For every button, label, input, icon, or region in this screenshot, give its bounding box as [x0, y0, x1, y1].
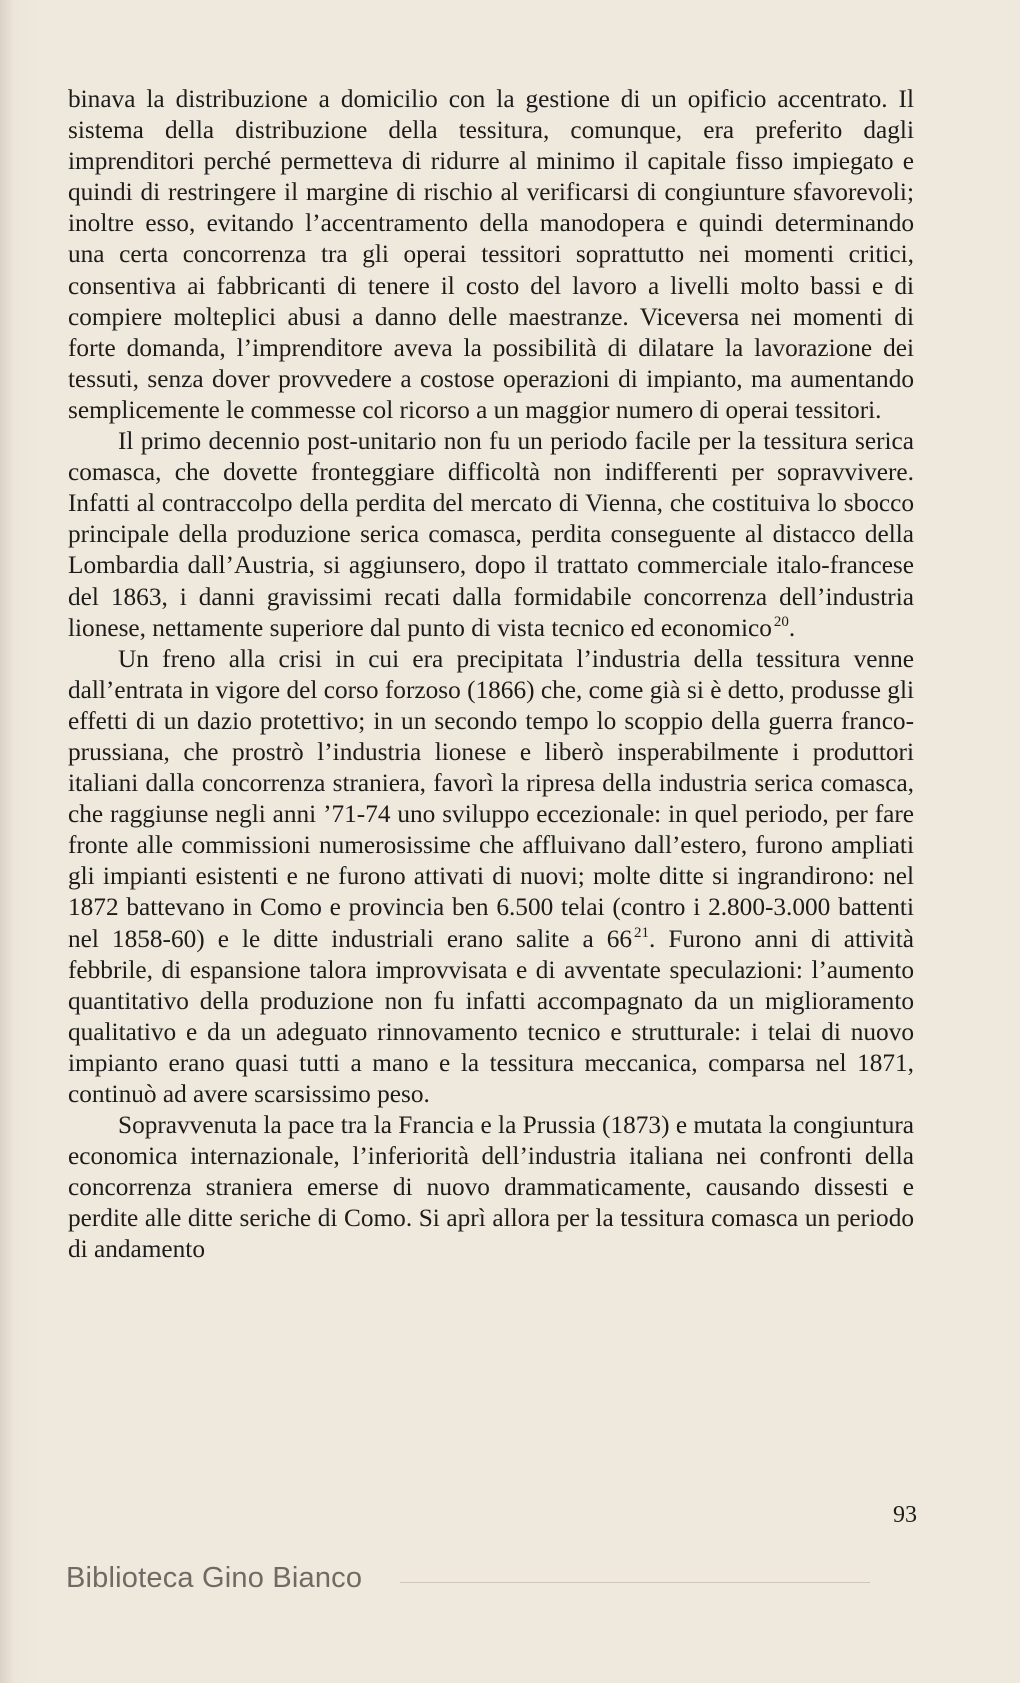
- paragraph-2: [68, 426, 914, 644]
- paragraph-3: [68, 644, 914, 1110]
- paragraph-1-text: binava la distribuzione a domicilio con la gestione di un opificio accentrato. Il sistema della distribuzione della tessitura, comunque, era preferito dagli imprenditori perché permetteva di ridurre al minimo il capitale fisso impiegato e quindi di restringere il margine di rischio al verificarsi di congiunture sfavorevoli; inoltre esso, evitando l’accentramento della manodopera e quindi determinando una certa concorrenza tra gli operai tessitori soprattutto nei momenti critici, consentiva ai fabbricanti di tenere il costo del lavoro a livelli molto bassi e di compiere molteplici abusi a danno delle maestranze. Viceversa nei momenti di forte domanda, l’imprenditore aveva la possibilità di dilatare la lavorazione dei tessuti, senza dover provvedere a costose operazioni di impianto, ma aumentando semplicemente le commesse col ricorso a un maggior numero di operai tessitori.: [68, 85, 914, 424]
- paragraph-1: [68, 84, 914, 426]
- library-watermark: Biblioteca Gino Bianco: [66, 1562, 363, 1594]
- paragraph-3-tail: . Furono anni di attività febbrile, di espansione talora improvvisata e di avventate speculazioni: l’aumento quantitativo della produzione non fu infatti accompagnato da un miglioramento qualitativo e da un adeguato rinnovamento tecnico e strutturale: i telai di nuovo impianto erano quasi tutti a mano e la tessitura meccanica, comparsa nel 1871, continuò ad avere scarsissimo peso.: [68, 924, 914, 1108]
- watermark-rule: [400, 1582, 870, 1583]
- paragraph-3-text: Un freno alla crisi in cui era precipitata l’industria della tessitura venne dall’entrata in vigore del corso forzoso (1866) che, come già si è detto, produsse gli effetti di un dazio protettivo; in un secondo tempo lo scoppio della guerra franco-prussiana, che prostrò l’industria lionese e liberò insperabilmente i produttori italiani dalla concorrenza straniera, favorì la ripresa della industria serica comasca, che raggiunse negli anni ’71-74 uno sviluppo eccezionale: in quel periodo, per fare fronte alle commissioni numerosissime che affluivano dall’estero, furono ampliati gli impianti esistenti e ne furono attivati di nuovi; molte ditte si ingrandirono: nel 1872 battevano in Como e provincia ben 6.500 telai (contro i 2.800-3.000 battenti nel 1858-60) e le ditte industriali erano salite a 66: [68, 644, 914, 953]
- paragraph-4-text: Sopravvenuta la pace tra la Francia e la Prussia (1873) e mutata la congiuntura economica internazionale, l’inferiorità dell’industria italiana nei confronti della concorrenza straniera emerse di nuovo drammaticamente, causando dissesti e perdite alle ditte seriche di Como. Si aprì allora per la tessitura comasca un periodo di andamento: [68, 1111, 914, 1264]
- paragraph-2-tail: .: [788, 613, 796, 642]
- paragraph-4: [68, 1110, 914, 1265]
- body-text: [68, 84, 914, 1266]
- footnote-marker-20: 20: [773, 613, 789, 630]
- paragraph-2-text: Il primo decennio post-unitario non fu un periodo facile per la tessitura serica comasca, che dovette fronteggiare difficoltà non indifferenti per sopravvivere. Infatti al contraccolpo della perdita del mercato di Vienna, che costituiva lo sbocco principale della produzione serica comasca, perdita conseguente al distacco della Lombardia dall’Austria, si aggiunsero, dopo il trattato commerciale italo-francese del 1863, i danni gravissimi recati dalla formidabile concorrenza dell’industria lionese, nettamente superiore dal punto di vista tecnico ed economico: [68, 427, 914, 642]
- footnote-marker-21: 21: [634, 924, 649, 941]
- page-number: 93: [893, 1502, 917, 1528]
